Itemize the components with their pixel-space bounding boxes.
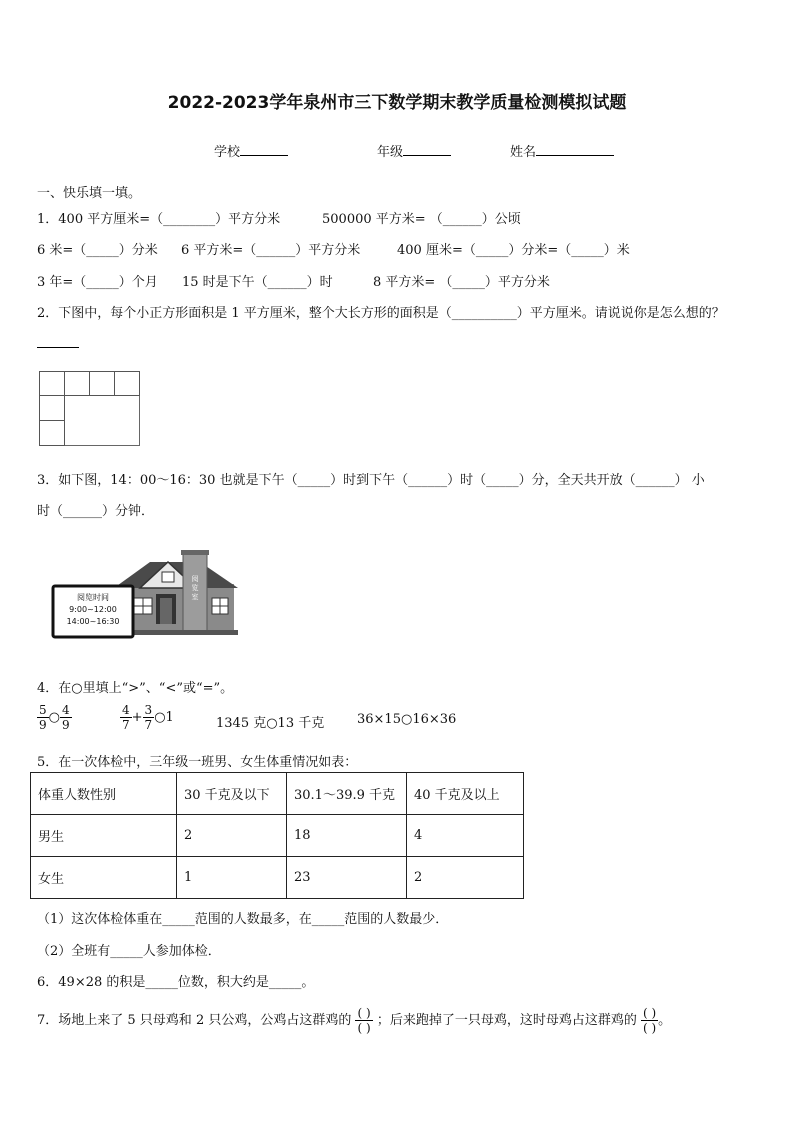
table-row [31,857,524,899]
table-cell: 1 [177,857,287,899]
table-header-row [31,773,524,815]
school-label: 学校 [214,145,241,160]
house-base [120,630,238,635]
q7-part1: 7．场地上来了 5 只母鸡和 2 只公鸡，公鸡占这群鸡的 [37,1013,352,1028]
grid-square [39,420,65,446]
q4-compare-4: 36×15○16×36 [357,712,457,727]
grid-square [89,371,115,396]
table-cell: 2 [407,857,524,899]
door-inner [160,598,172,624]
q7-text [37,1006,671,1035]
page-title: 2022-2023学年泉州市三下数学期末教学质量检测模拟试题 [167,93,627,113]
table-cell: 女生 [31,857,177,899]
grid-square [64,371,90,396]
fraction: $\frac{4}{7}$ [122,703,130,732]
answer-fraction[interactable]: $\frac{( )}{( )}$ [642,1006,657,1035]
q2-text: 2．下图中，每个小正方形面积是 1 平方厘米，整个大长方形的面积是（__________）平方厘米。请说说你是怎么想的？ [37,306,725,321]
sign-text [53,592,133,628]
table-row [31,815,524,857]
table-cell: 23 [287,857,407,899]
house-tower [183,552,207,632]
q5-text: 5．在一次体检中，三年级一班男、女生体重情况如表： [37,755,358,770]
grade-field[interactable] [377,141,451,160]
compare-circle[interactable]: ○1 [154,710,174,725]
room-label-line1: 阅 [191,575,199,583]
table-header-cell: 体重人数性别 [31,773,177,815]
sign-time-morning: 9:00~12:00 [69,605,117,614]
table-cell: 4 [407,815,524,857]
school-field[interactable] [214,141,288,160]
section-heading: 一、快乐填一填。 [37,186,142,201]
grid-square [39,395,65,421]
name-field[interactable] [510,141,614,160]
school-blank[interactable] [240,143,288,156]
q3-line1: 3．如下图，14：00～16：30 也就是下午（_____）时到下午（______）时（_____）分，全天共开放（______） 小 [37,473,705,488]
name-blank[interactable] [536,143,614,156]
q5-sub2: （2）全班有_____人参加体检． [37,944,221,959]
q7-part3: 。 [658,1013,672,1028]
sign-title: 阅览时间 [77,593,109,602]
room-label-line2: 览 [191,584,199,592]
fraction: $\frac{3}{7}$ [144,703,153,732]
sign-time-afternoon: 14:00~16:30 [66,617,120,626]
q5-sub1: （1）这次体检体重在_____范围的人数最多，在_____范围的人数最少． [37,912,449,927]
q2-answer-line[interactable] [37,347,79,348]
q1-line-h: 8 平方米= （_____）平方分米 [373,275,550,290]
q4-compare-3: 1345 克○13 千克 [216,716,325,731]
grade-label: 年级 [377,145,404,160]
q3-line2: 时（______）分钟． [37,504,155,519]
q1-line-d: 6 平方米=（______）平方分米 [181,243,361,258]
grid-square [114,371,140,396]
name-label: 姓名 [510,145,537,160]
q1-line-g: 15 时是下午（______）时 [182,275,333,290]
fraction: $\frac{5}{9}$ [39,703,47,732]
house-window-top [162,572,174,582]
fraction: $\frac{4}{9}$ [61,703,70,732]
q7-part2: ；后来跑掉了一只母鸡，这时母鸡占这群鸡的 [376,1013,637,1028]
q4-compare-1 [37,703,72,732]
plus-sign: + [131,710,143,725]
q6-text: 6．49×28 的积是_____位数，积大约是_____。 [37,975,315,990]
weight-table [30,772,524,899]
q1-line-a: 1．400 平方厘米=（________）平方分米 [37,212,281,227]
table-header-cell: 40 千克及以上 [407,773,524,815]
answer-fraction[interactable]: $\frac{( )}{( )}$ [357,1006,371,1035]
table-cell: 18 [287,815,407,857]
compare-circle[interactable]: ○ [48,710,60,725]
q1-line-b: 500000 平方米= （______）公顷 [322,212,521,227]
room-label-line3: 室 [191,593,199,601]
q4-compare-2 [120,703,174,732]
q4-text: 4．在○里填上“>”、“<”或“=”。 [37,681,234,696]
grade-blank[interactable] [403,143,451,156]
table-cell: 2 [177,815,287,857]
q1-line-c: 6 米=（_____）分米 [37,243,158,258]
q1-line-f: 3 年=（_____）个月 [37,275,158,290]
grid-square [39,371,65,396]
tower-cap [181,550,209,555]
table-header-cell: 30.1～39.9 千克 [287,773,407,815]
table-header-cell: 30 千克及以下 [177,773,287,815]
table-cell: 男生 [31,815,177,857]
q1-line-e: 400 厘米=（_____）分米=（_____）米 [397,243,630,258]
